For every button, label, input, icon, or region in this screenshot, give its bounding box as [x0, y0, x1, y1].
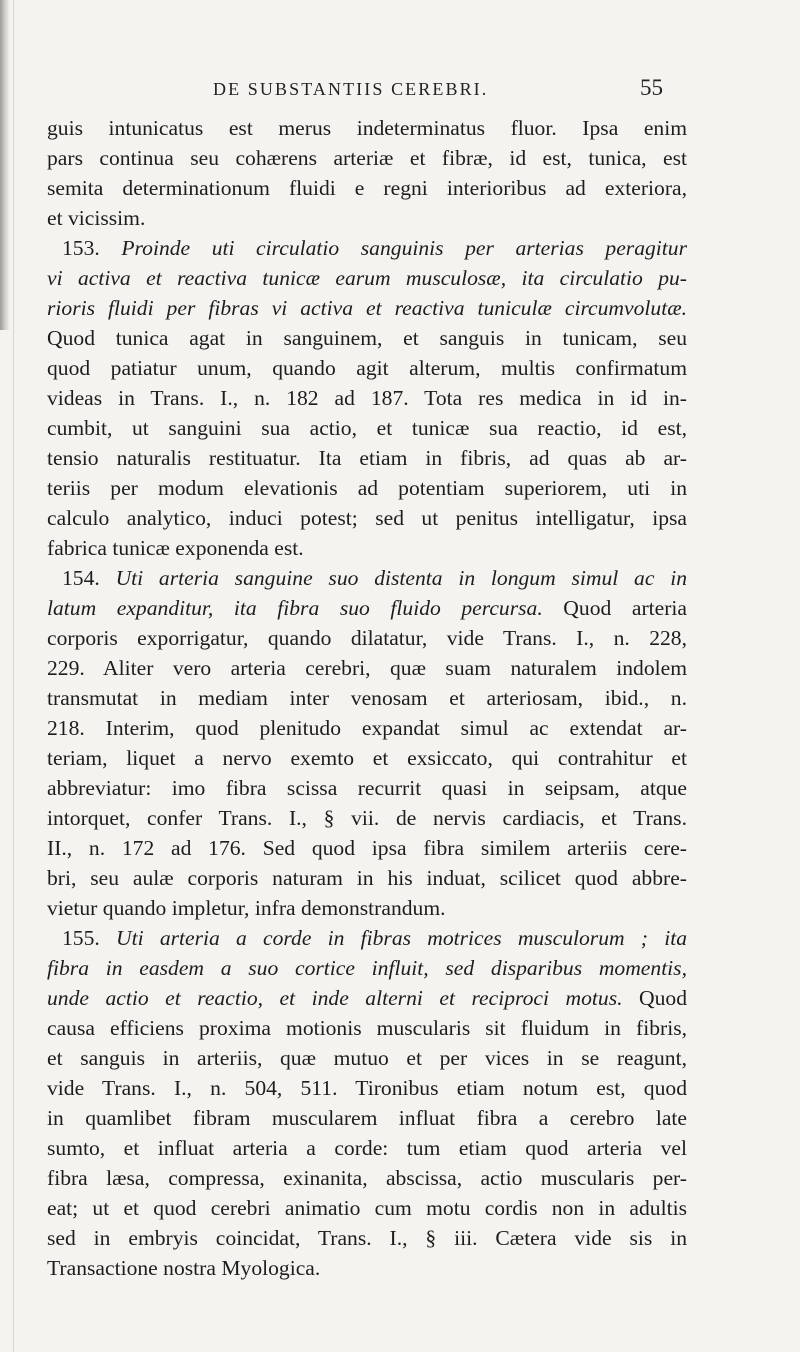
page-fold-line: [13, 0, 14, 1352]
mixed-line: [47, 593, 687, 623]
text-line: transmutat in mediam inter venosam et arteriosam, ibid., n.: [47, 686, 687, 710]
text-line: sed in embryis coincidat, Trans. I., § iii. Cætera vide sis in: [47, 1226, 687, 1250]
italic-proposition-end: unde actio et reactio, et inde alterni et reciproci motus.: [47, 986, 623, 1010]
paragraph-number-155: 155.: [62, 926, 117, 950]
italic-proposition: Proinde uti circulatio sanguinis per arterias peragitur: [121, 236, 688, 260]
text-line: bri, seu aulæ corporis naturam in his induat, scilicet quod abbre-: [47, 866, 687, 890]
italic-line: rioris fluidi per fibras vi activa et reactiva tuniculæ circumvolutæ.: [47, 296, 687, 320]
text-line: abbreviatur: imo fibra scissa recurrit quasi in seipsam, atque: [47, 776, 687, 800]
text-line: Quod tunica agat in sanguinem, et sanguis in tunicam, seu: [47, 326, 687, 350]
text-line: quod patiatur unum, quando agit alterum, multis confirmatum: [47, 356, 687, 380]
text-line: causa efficiens proxima motionis muscularis sit fluidum in fibris,: [47, 1016, 687, 1040]
text-line: calculo analytico, induci potest; sed ut penitus intelligatur, ipsa: [47, 506, 687, 530]
text-line: semita determinationum fluidi e regni interioribus ad exteriora,: [47, 176, 687, 200]
text-line: intorquet, confer Trans. I., § vii. de nervis cardiacis, et Trans.: [47, 806, 687, 830]
paragraph-155-first-line: [62, 923, 687, 953]
text-line: eat; ut et quod cerebri animatio cum motu cordis non in adultis: [47, 1196, 687, 1220]
italic-proposition-end: latum expanditur, ita fibra suo fluido percursa.: [47, 596, 543, 620]
text-line: cumbit, ut sanguini sua actio, et tunicæ sua reactio, id est,: [47, 416, 687, 440]
text-line: sumto, et influat arteria a corde: tum etiam quod arteria vel: [47, 1136, 687, 1160]
text-line: et sanguis in arteriis, quæ mutuo et per vices in se reagunt,: [47, 1046, 687, 1070]
text-line: teriis per modum elevationis ad potentiam superiorem, uti in: [47, 476, 687, 500]
mixed-line: [47, 983, 687, 1013]
italic-line: fibra in easdem a suo cortice influit, sed disparibus momentis,: [47, 956, 687, 980]
text-line: II., n. 172 ad 176. Sed quod ipsa fibra similem arteriis cere-: [47, 836, 687, 860]
page-header: [0, 75, 800, 105]
text-segment: Quod: [622, 986, 688, 1010]
text-line: et vicissim.: [47, 206, 146, 230]
text-line: fibra læsa, compressa, exinanita, abscissa, actio muscularis per-: [47, 1166, 687, 1190]
text-segment: Quod arteria: [542, 596, 687, 620]
text-line: vietur quando impletur, infra demonstrandum.: [47, 896, 446, 920]
text-line: vide Trans. I., n. 504, 511. Tironibus etiam notum est, quod: [47, 1076, 687, 1100]
page-edge-shadow: [0, 0, 10, 330]
text-line: guis intunicatus est merus indeterminatus fluor. Ipsa enim: [47, 116, 687, 140]
paragraph-number-153: 153.: [62, 236, 122, 260]
italic-proposition: Uti arteria sanguine suo distenta in longum simul ac in: [115, 566, 687, 590]
paragraph-number-154: 154.: [62, 566, 116, 590]
page-number: 55: [640, 75, 663, 100]
text-line: in quamlibet fibram muscularem influat fibra a cerebro late: [47, 1106, 687, 1130]
text-line: pars continua seu cohærens arteriæ et fibræ, id est, tunica, est: [47, 146, 687, 170]
text-line: Transactione nostra Myologica.: [47, 1256, 321, 1280]
running-title: DE SUBSTANTIIS CEREBRI.: [213, 79, 489, 99]
text-line: fabrica tunicæ exponenda est.: [47, 536, 304, 560]
paragraph-154-first-line: [62, 563, 687, 593]
text-line: teriam, liquet a nervo exemto et exsiccato, qui contrahitur et: [47, 746, 687, 770]
text-line: 218. Interim, quod plenitudo expandat simul ac extendat ar-: [47, 716, 687, 740]
text-line: 229. Aliter vero arteria cerebri, quæ suam naturalem indolem: [47, 656, 687, 680]
paragraph-153-first-line: [62, 233, 687, 263]
italic-line: vi activa et reactiva tunicæ earum musculosæ, ita circulatio pu-: [47, 266, 687, 290]
italic-proposition: Uti arteria a corde in fibras motrices musculorum ; ita: [116, 926, 688, 950]
text-line: videas in Trans. I., n. 182 ad 187. Tota res medica in id in-: [47, 386, 687, 410]
text-line: tensio naturalis restituatur. Ita etiam in fibris, ad quas ab ar-: [47, 446, 687, 470]
text-line: corporis exporrigatur, quando dilatatur, vide Trans. I., n. 228,: [47, 626, 687, 650]
